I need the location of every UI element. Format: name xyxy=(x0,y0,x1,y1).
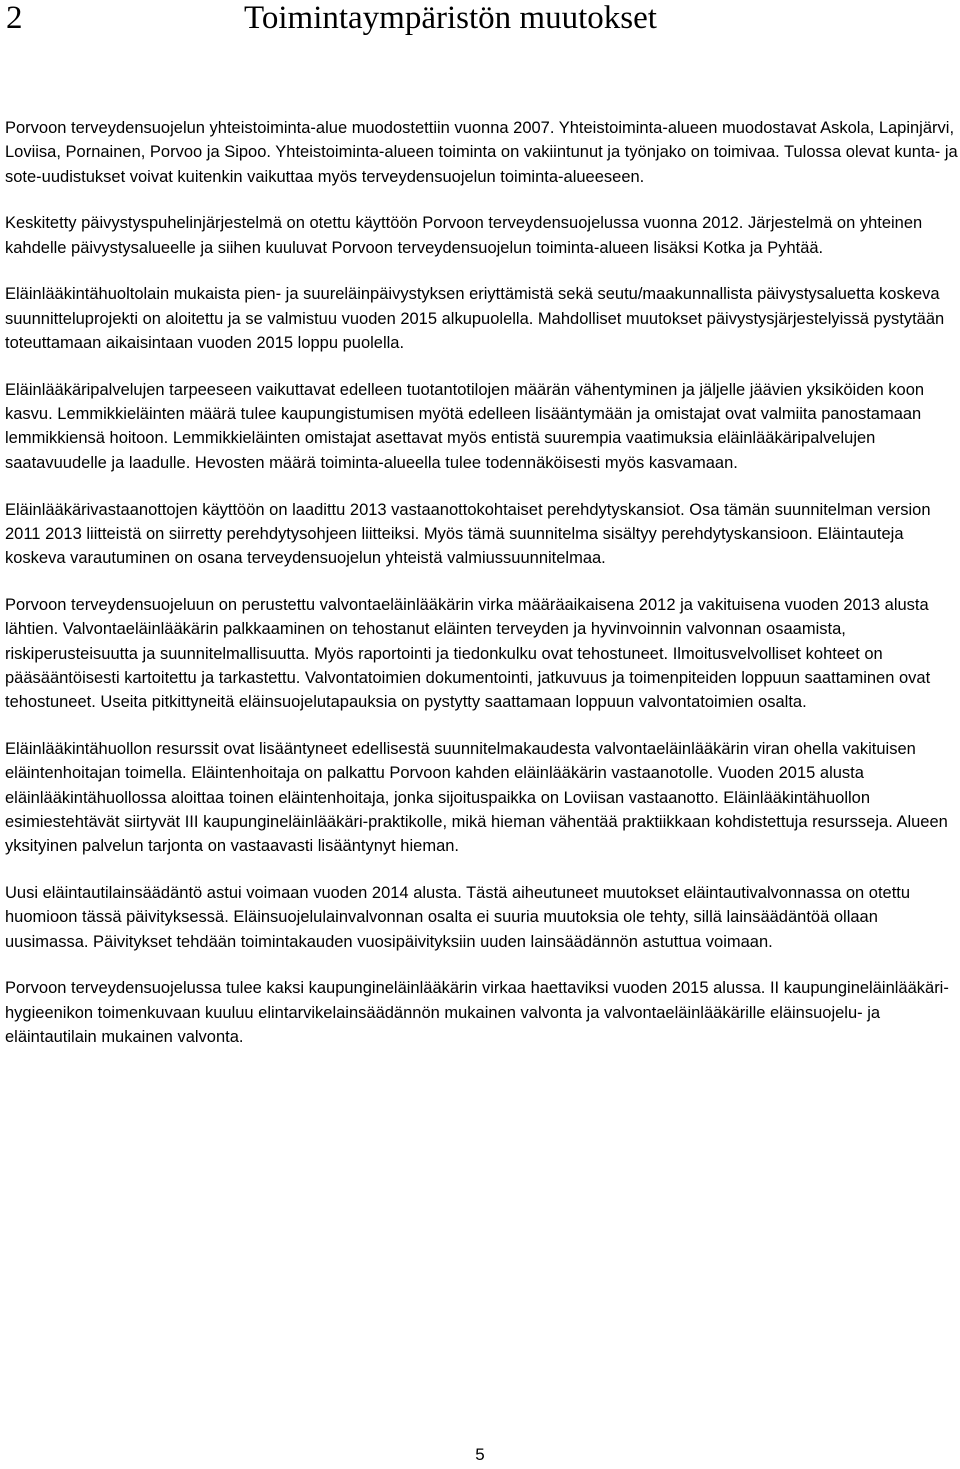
paragraph: Porvoon terveydensuojelun yhteistoiminta-alue muodostettiin vuonna 2007. Yhteistoiminta-alueen muodostavat Askola, Lapinjärvi, Loviisa, Pornainen, Porvoo ja Sipoo. Yhteistoiminta-alueen toiminta on vakiintunut ja työnjako on toimivaa. Tulossa olevat kunta- ja sote-uudistukset voivat kuitenkin vaikuttaa myös terveydensuojelun toiminta-alueeseen. xyxy=(5,119,958,186)
section-title: Toimintaympäristön muutokset xyxy=(244,0,657,36)
paragraph: Porvoon terveydensuojeluun on perustettu valvontaeläinlääkärin virka määräaikaisena 2012 ja vakituisena vuoden 2013 alusta lähtien. Valvontaeläinlääkärin palkkaaminen on tehostanut eläinten terveyden ja hyvinvoinnin valvonnan osaamista, riskiperusteisuutta ja suunnitelmallisuutta. Myös raportointi ja tiedonkulku ovat tehostuneet. Ilmoitusvelvolliset kohteet on pääsääntöisesti kartoitettu ja tarkastettu. Valvontatoimien dokumentointi, jatkuvuus ja toimenpiteiden loppuun saattaminen ovat tehostuneet. Useita pitkittyneitä eläinsuojelutapauksia on pystytty saattamaan loppuun valvontatoimien osalta. xyxy=(5,595,931,712)
paragraph: Eläinlääkintähuoltolain mukaista pien- ja suureläinpäivystyksen eriyttämistä sekä seutu/maakunnallista päivystysaluetta koskeva suunnitteluprojekti on aloitettu ja se valmistuu vuoden 2015 alkupuolella. Mahdolliset muutokset päivystysjärjestelyissä pystytään toteuttamaan aikaisintaan vuoden 2015 loppu puolella. xyxy=(5,285,945,353)
paragraph: Eläinlääkäripalvelujen tarpeeseen vaikuttavat edelleen tuotantotilojen määrän vähentyminen ja jäljelle jäävien yksiköiden koon kasvu. Lemmikkieläinten määrä tulee kaupungistumisen myötä edelleen lisääntymään ja omistajat ovat valmiita panostamaan lemmikkiensä hoitoon. Lemmikkieläinten omistajat asettavat myös entistä suurempia vaatimuksia eläinlääkäripalvelujen saatavuudelle ja laadulle. Hevosten määrä toiminta-alueella tulee todennäköisesti myös kasvamaan. xyxy=(5,380,925,472)
paragraph: Eläinlääkärivastaanottojen käyttöön on laadittu 2013 vastaanottokohtaiset perehdytyskansiot. Osa tämän suunnitelman version 2011 2013 liitteistä on siirretty perehdytysohjeen liitteiksi. Myös tämä suunnitelma sisältyy perehdytyskansioon. Eläintauteja koskeva varautuminen on osana terveydensuojelun yhteistä valmiussuunnitelmaa. xyxy=(5,500,931,568)
section-number: 2 xyxy=(6,0,23,36)
section-heading xyxy=(6,0,657,36)
paragraph: Uusi eläintautilainsäädäntö astui voimaan vuoden 2014 alusta. Tästä aiheutuneet muutokset eläintautivalvonnassa on otettu huomioon tässä päivityksessä. Eläinsuojelulainvalvonnan osalta ei suuria muutoksia ole tehty, sillä lainsäädäntöä ollaan uusimassa. Päivitykset tehdään toimintakauden vuosipäivityksiin uuden lainsäädännön astuttua voimaan. xyxy=(5,883,911,951)
page-number: 5 xyxy=(475,1445,485,1464)
document-body xyxy=(5,116,959,1072)
paragraph: Keskitetty päivystyspuhelinjärjestelmä on otettu käyttöön Porvoon terveydensuojelussa vuonna 2012. Järjestelmä on yhteinen kahdelle päivystysalueelle ja siihen kuuluvat Porvoon terveydensuojelun toiminta-alueen lisäksi Kotka ja Pyhtää. xyxy=(5,214,923,257)
paragraph: Porvoon terveydensuojelussa tulee kaksi kaupungineläinlääkärin virkaa haettaviksi vuoden 2015 alussa. II kaupungineläinlääkäri-hygieenikon toimenkuvaan kuuluu elintarvikelainsäädännön mukainen valvonta ja valvontaeläinlääkärille eläinsuojelu- ja eläintautilain mukainen valvonta. xyxy=(5,979,949,1046)
paragraph: Eläinlääkintähuollon resurssit ovat lisääntyneet edellisestä suunnitelmakaudesta valvontaeläinlääkärin viran ohella vakituisen eläintenhoitajan toimella. Eläintenhoitaja on palkattu Porvoon kahden eläinlääkärin vastaanotolle. Vuoden 2015 alusta eläinlääkintähuollossa aloittaa toinen eläintenhoitaja, jonka sijoituspaikka on Loviisan vastaanotto. Eläinlääkintähuollon esimiestehtävät siirtyvät III kaupungineläinlääkäri-praktikolle, mikä hieman vähentää praktiikkaan kohdistettuja resursseja. Alueen yksityinen palvelun tarjonta on vastaavasti lisääntynyt hieman. xyxy=(5,739,948,856)
